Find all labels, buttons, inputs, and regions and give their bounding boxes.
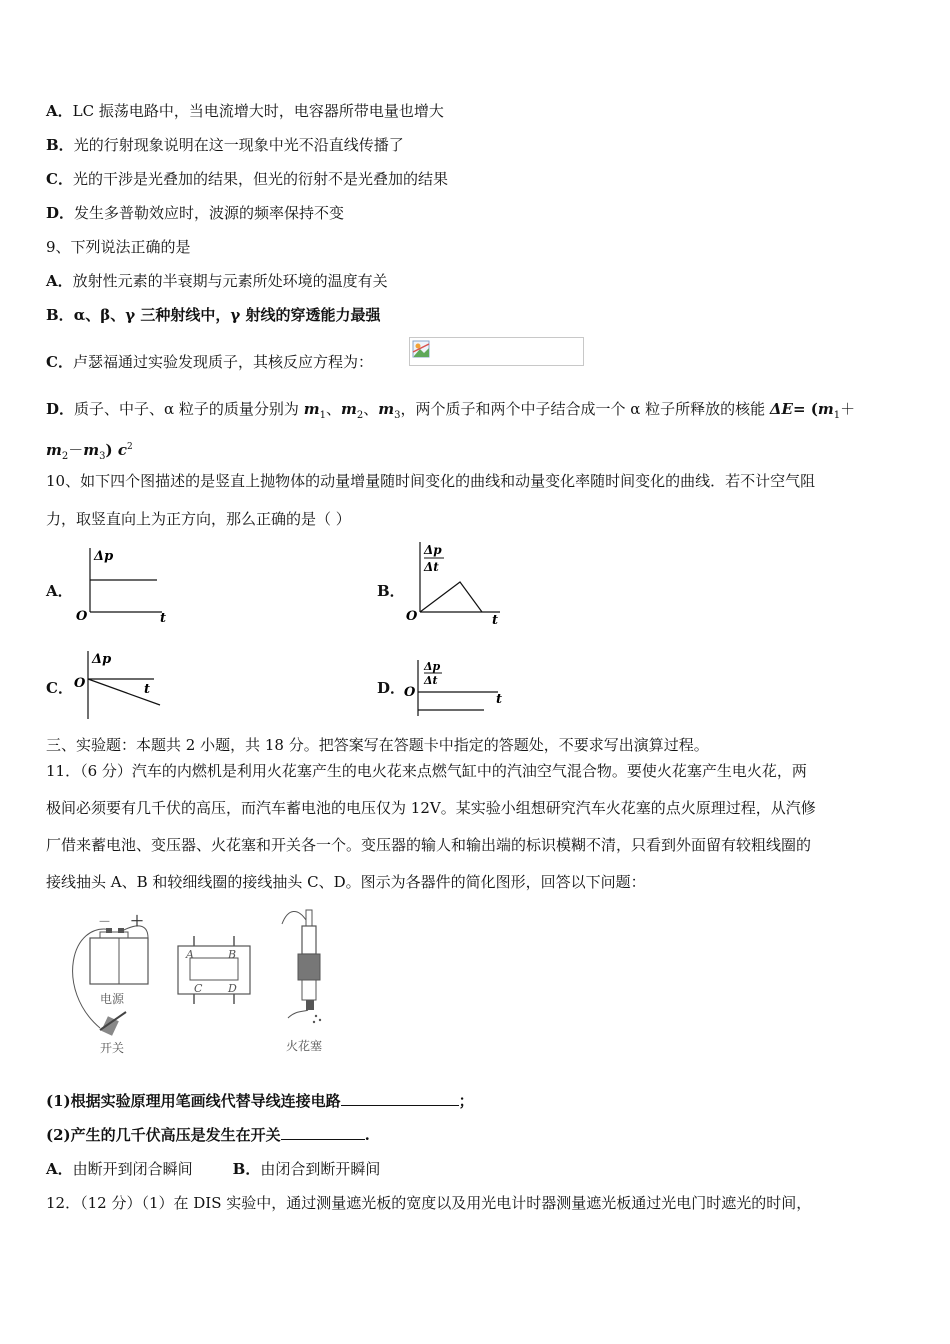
terminal-d: D: [228, 982, 237, 995]
axis-label-t: t: [144, 682, 151, 697]
option-text: 由断开到闭合瞬间: [72, 1160, 193, 1178]
graph-b: [402, 538, 522, 628]
battery-diagram: [73, 926, 148, 1036]
origin-label: O: [406, 609, 418, 624]
q11-sub1: (1)根据实验原理用笔画线代替导线连接电路 ；: [46, 1092, 474, 1110]
q10-stem-line2: 力，取竖直向上为正方向，那么正确的是（ ）: [46, 510, 351, 528]
option-text: 质子、中子、α 粒子的质量分别为: [74, 400, 304, 418]
origin-label: O: [74, 676, 86, 691]
q8-option-c: [46, 169, 448, 189]
q9-option-b: [46, 305, 380, 325]
broken-image-placeholder: [409, 337, 584, 366]
axis-label-dt-den: Δt: [424, 674, 438, 687]
graph-b-label: B．: [377, 582, 405, 600]
option-letter: D．: [46, 204, 75, 222]
answer-blank-1[interactable]: [341, 1091, 459, 1106]
axis-label-dp: Δp: [92, 652, 112, 667]
option-letter: B．: [232, 1160, 261, 1178]
q9-stem: 9、下列说法正确的是: [46, 238, 191, 256]
q8-option-d: [46, 203, 344, 223]
switch-label: 开关: [100, 1041, 125, 1055]
option-text: 卢瑟福通过实验发现质子，其核反应方程为：: [72, 353, 373, 371]
q10-stem-line1: 10、如下四个图描述的是竖直上抛物体的动量增量随时间变化的曲线和动量变化率随时间变化的曲线．若不计空气阻: [46, 472, 816, 490]
option-text: 光的行射现象说明在这一现象中光不沿直线传播了: [73, 136, 404, 154]
graph-c: [70, 645, 190, 725]
q11-sub2: (2)产生的几千伏高压是发生在开关 .: [46, 1126, 370, 1144]
q11-stem-line3: 厂借来蓄电池、变压器、火花塞和开关各一个。变压器的输人和输出端的标识模糊不清，只看到外面留有较粗线圈的: [46, 836, 812, 854]
spark-plug-diagram: [282, 910, 321, 1023]
option-letter: B．: [46, 136, 74, 154]
q12-stem-line1: 12．（12 分）（1）在 DIS 实验中，通过测量遮光板的宽度以及用光电计时器测量遮光板通过光电门时遮光的时间，: [46, 1194, 812, 1212]
axis-label-dp-num: Δp: [424, 660, 441, 673]
axis-label-dt-den: Δt: [424, 560, 439, 574]
option-letter: A．: [46, 272, 73, 290]
broken-image-icon: [412, 340, 432, 360]
axis-label-dp-num: Δp: [424, 543, 442, 557]
axis-label-t: t: [492, 613, 499, 628]
option-letter: C．: [46, 170, 73, 188]
q11-device-diagram: [60, 900, 360, 1060]
option-letter: A．: [46, 102, 73, 120]
terminal-a: A: [186, 948, 194, 961]
axis-label-t: t: [496, 692, 503, 707]
graph-d: [402, 656, 522, 726]
option-text: 放射性元素的半衰期与元素所处环境的温度有关: [72, 272, 388, 290]
q9-option-a: [46, 271, 388, 291]
graph-a-label: A．: [46, 582, 73, 600]
option-letter: C．: [46, 353, 73, 371]
q11-stem-line1: 11．（6 分）汽车的内燃机是利用火花塞产生的电火花来点燃气缸中的汽油空气混合物。要使火花塞产生电火花，两: [46, 762, 807, 780]
option-text: 由闭合到断开瞬间: [260, 1160, 381, 1178]
option-letter: B．: [46, 306, 74, 324]
graph-d-label: D．: [377, 679, 406, 697]
option-text: α、β、γ 三种射线中，γ 射线的穿透能力最强: [73, 306, 381, 324]
terminal-c: C: [194, 982, 203, 995]
terminal-b: B: [228, 948, 237, 961]
q11-stem-line2: 极间必须要有几千伏的高压，而汽车蓄电池的电压仅为 12V。某实验小组想研究汽车火花塞的点火原理过程，从汽修: [46, 799, 816, 817]
q11-stem-line4: 接线抽头 A、B 和较细线圈的接线抽头 C、D。图示为各器件的简化图形，回答以下问题：: [46, 873, 646, 891]
option-text: 光的干涉是光叠加的结果，但光的衍射不是光叠加的结果: [72, 170, 448, 188]
option-text: 发生多普勒效应时，波源的频率保持不变: [74, 204, 345, 222]
switch-icon: [100, 1012, 126, 1036]
section-3-heading: 三、实验题：本题共 2 小题，共 18 分。把答案写在答题卡中指定的答题处，不要求写出演算过程。: [46, 736, 709, 754]
battery-plus: ＋: [130, 914, 144, 930]
graph-c-label: C．: [46, 679, 73, 697]
q9-option-d-line1: D．质子、中子、α 粒子的质量分别为 $m_1$、$m_2$、$m_3$，两个质子和两个中子结合成一个 α 粒子所释放的核能 $\Delta E= (m_1+$: [46, 400, 856, 421]
transformer-diagram: [178, 936, 250, 1004]
battery-minus: －: [98, 915, 112, 930]
origin-label: O: [404, 685, 416, 700]
q9-option-d-line2: $m_2-m_3$) $c^2$: [46, 441, 133, 462]
option-text: LC 振荡电路中，当电流增大时，电容器所带电量也增大: [72, 102, 444, 120]
option-letter: A．: [46, 1160, 73, 1178]
q8-option-b: [46, 135, 404, 155]
q11-options: [46, 1159, 380, 1179]
axis-label-dp: Δp: [94, 549, 114, 564]
q8-option-a: [46, 101, 444, 121]
graph-a: [70, 540, 190, 630]
spark-plug-label: 火花塞: [286, 1039, 323, 1053]
q9-option-c: [46, 352, 373, 372]
origin-label: O: [76, 609, 88, 624]
power-label: 电源: [100, 992, 125, 1006]
answer-blank-2[interactable]: [281, 1125, 365, 1140]
option-letter: D．: [46, 400, 75, 418]
axis-label-t: t: [160, 611, 167, 626]
